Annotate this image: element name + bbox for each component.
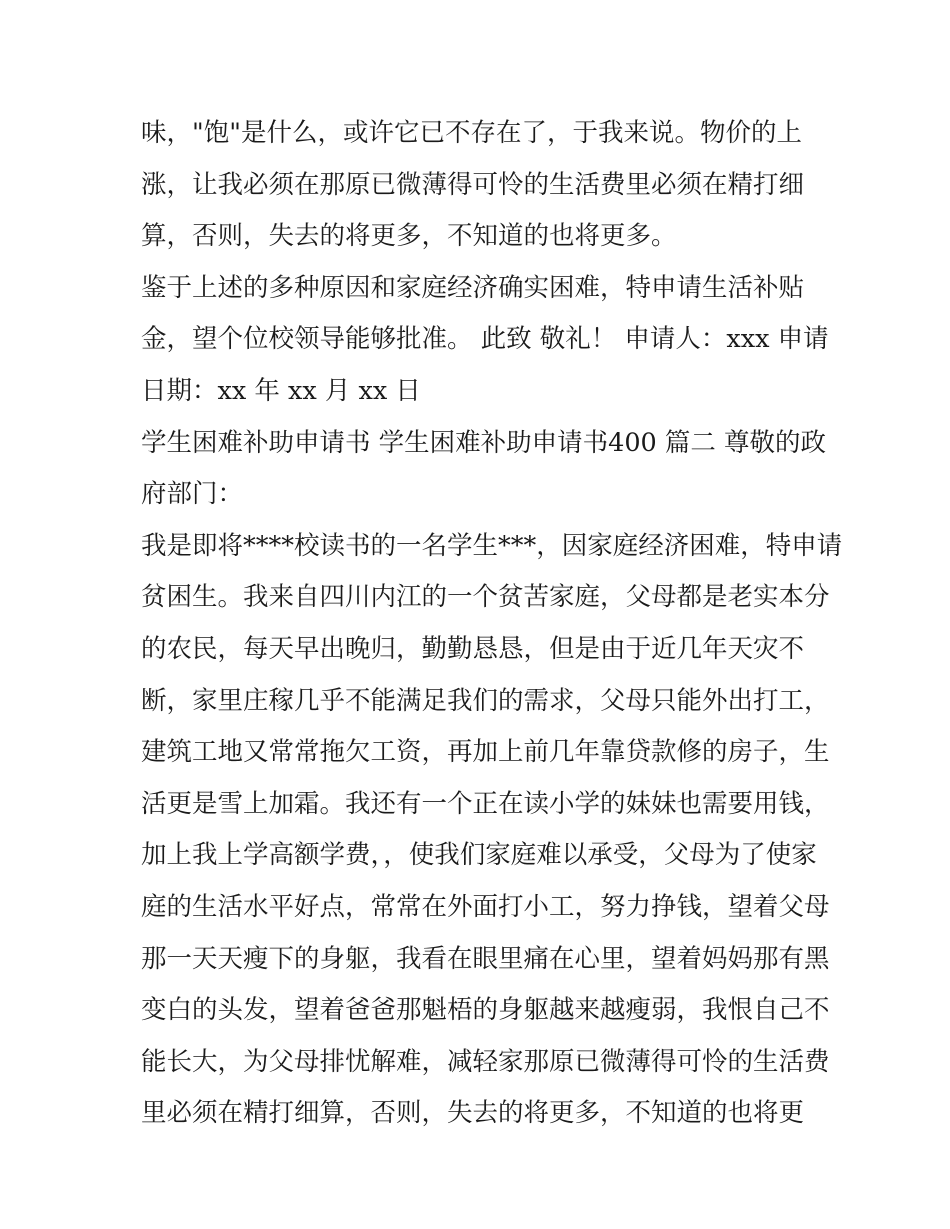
text-line: 金，望个位校领导能够批准。 此致 敬礼！ 申请人：xxx 申请	[141, 324, 829, 355]
text-line: 断，家里庄稼几乎不能满足我们的需求，父母只能外出打工，	[141, 685, 830, 716]
text-line: 那一天天瘦下的身躯，我看在眼里痛在心里，望着妈妈那有黑	[141, 943, 830, 974]
text-line: 贫困生。我来自四川内江的一个贫苦家庭，父母都是老实本分	[141, 582, 830, 613]
text-line: 味，"饱"是什么，或许它已不存在了，于我来说。物价的上	[141, 118, 802, 148]
document-body	[141, 108, 843, 1140]
text-line: 鉴于上述的多种原因和家庭经济确实困难，特申请生活补贴	[141, 272, 805, 303]
text-line: 的农民，每天早出晚归，勤勤恳恳，但是由于近几年天灾不	[141, 633, 805, 664]
text-line: 算，否则，失去的将更多，不知道的也将更多。	[141, 221, 677, 252]
text-line: 加上我上学高额学费，，使我们家庭难以承受，父母为了使家	[141, 840, 817, 871]
text-line: 日期：xx 年 xx 月 xx 日	[141, 375, 421, 406]
text-line: 府部门：	[141, 479, 244, 510]
text-line: 能长大，为父母排忧解难，减轻家那原已微薄得可怜的生活费	[141, 1046, 830, 1077]
text-line: 活更是雪上加霜。我还有一个正在读小学的妹妹也需要用钱，	[141, 788, 830, 819]
text-line: 我是即将****校读书的一名学生***，因家庭经济困难，特申请	[141, 530, 843, 561]
text-line: 涨，让我必须在那原已微薄得可怜的生活费里必须在精打细	[141, 169, 805, 200]
text-line: 学生困难补助申请书 学生困难补助申请书400 篇二 尊敬的政	[141, 427, 826, 458]
text-line: 变白的头发，望着爸爸那魁梧的身躯越来越瘦弱，我恨自己不	[141, 995, 830, 1026]
text-line: 庭的生活水平好点，常常在外面打小工，努力挣钱，望着父母	[141, 891, 830, 922]
text-line: 建筑工地又常常拖欠工资，再加上前几年靠贷款修的房子，生	[141, 737, 830, 768]
text-line: 里必须在精打细算，否则，失去的将更多，不知道的也将更	[141, 1098, 805, 1129]
